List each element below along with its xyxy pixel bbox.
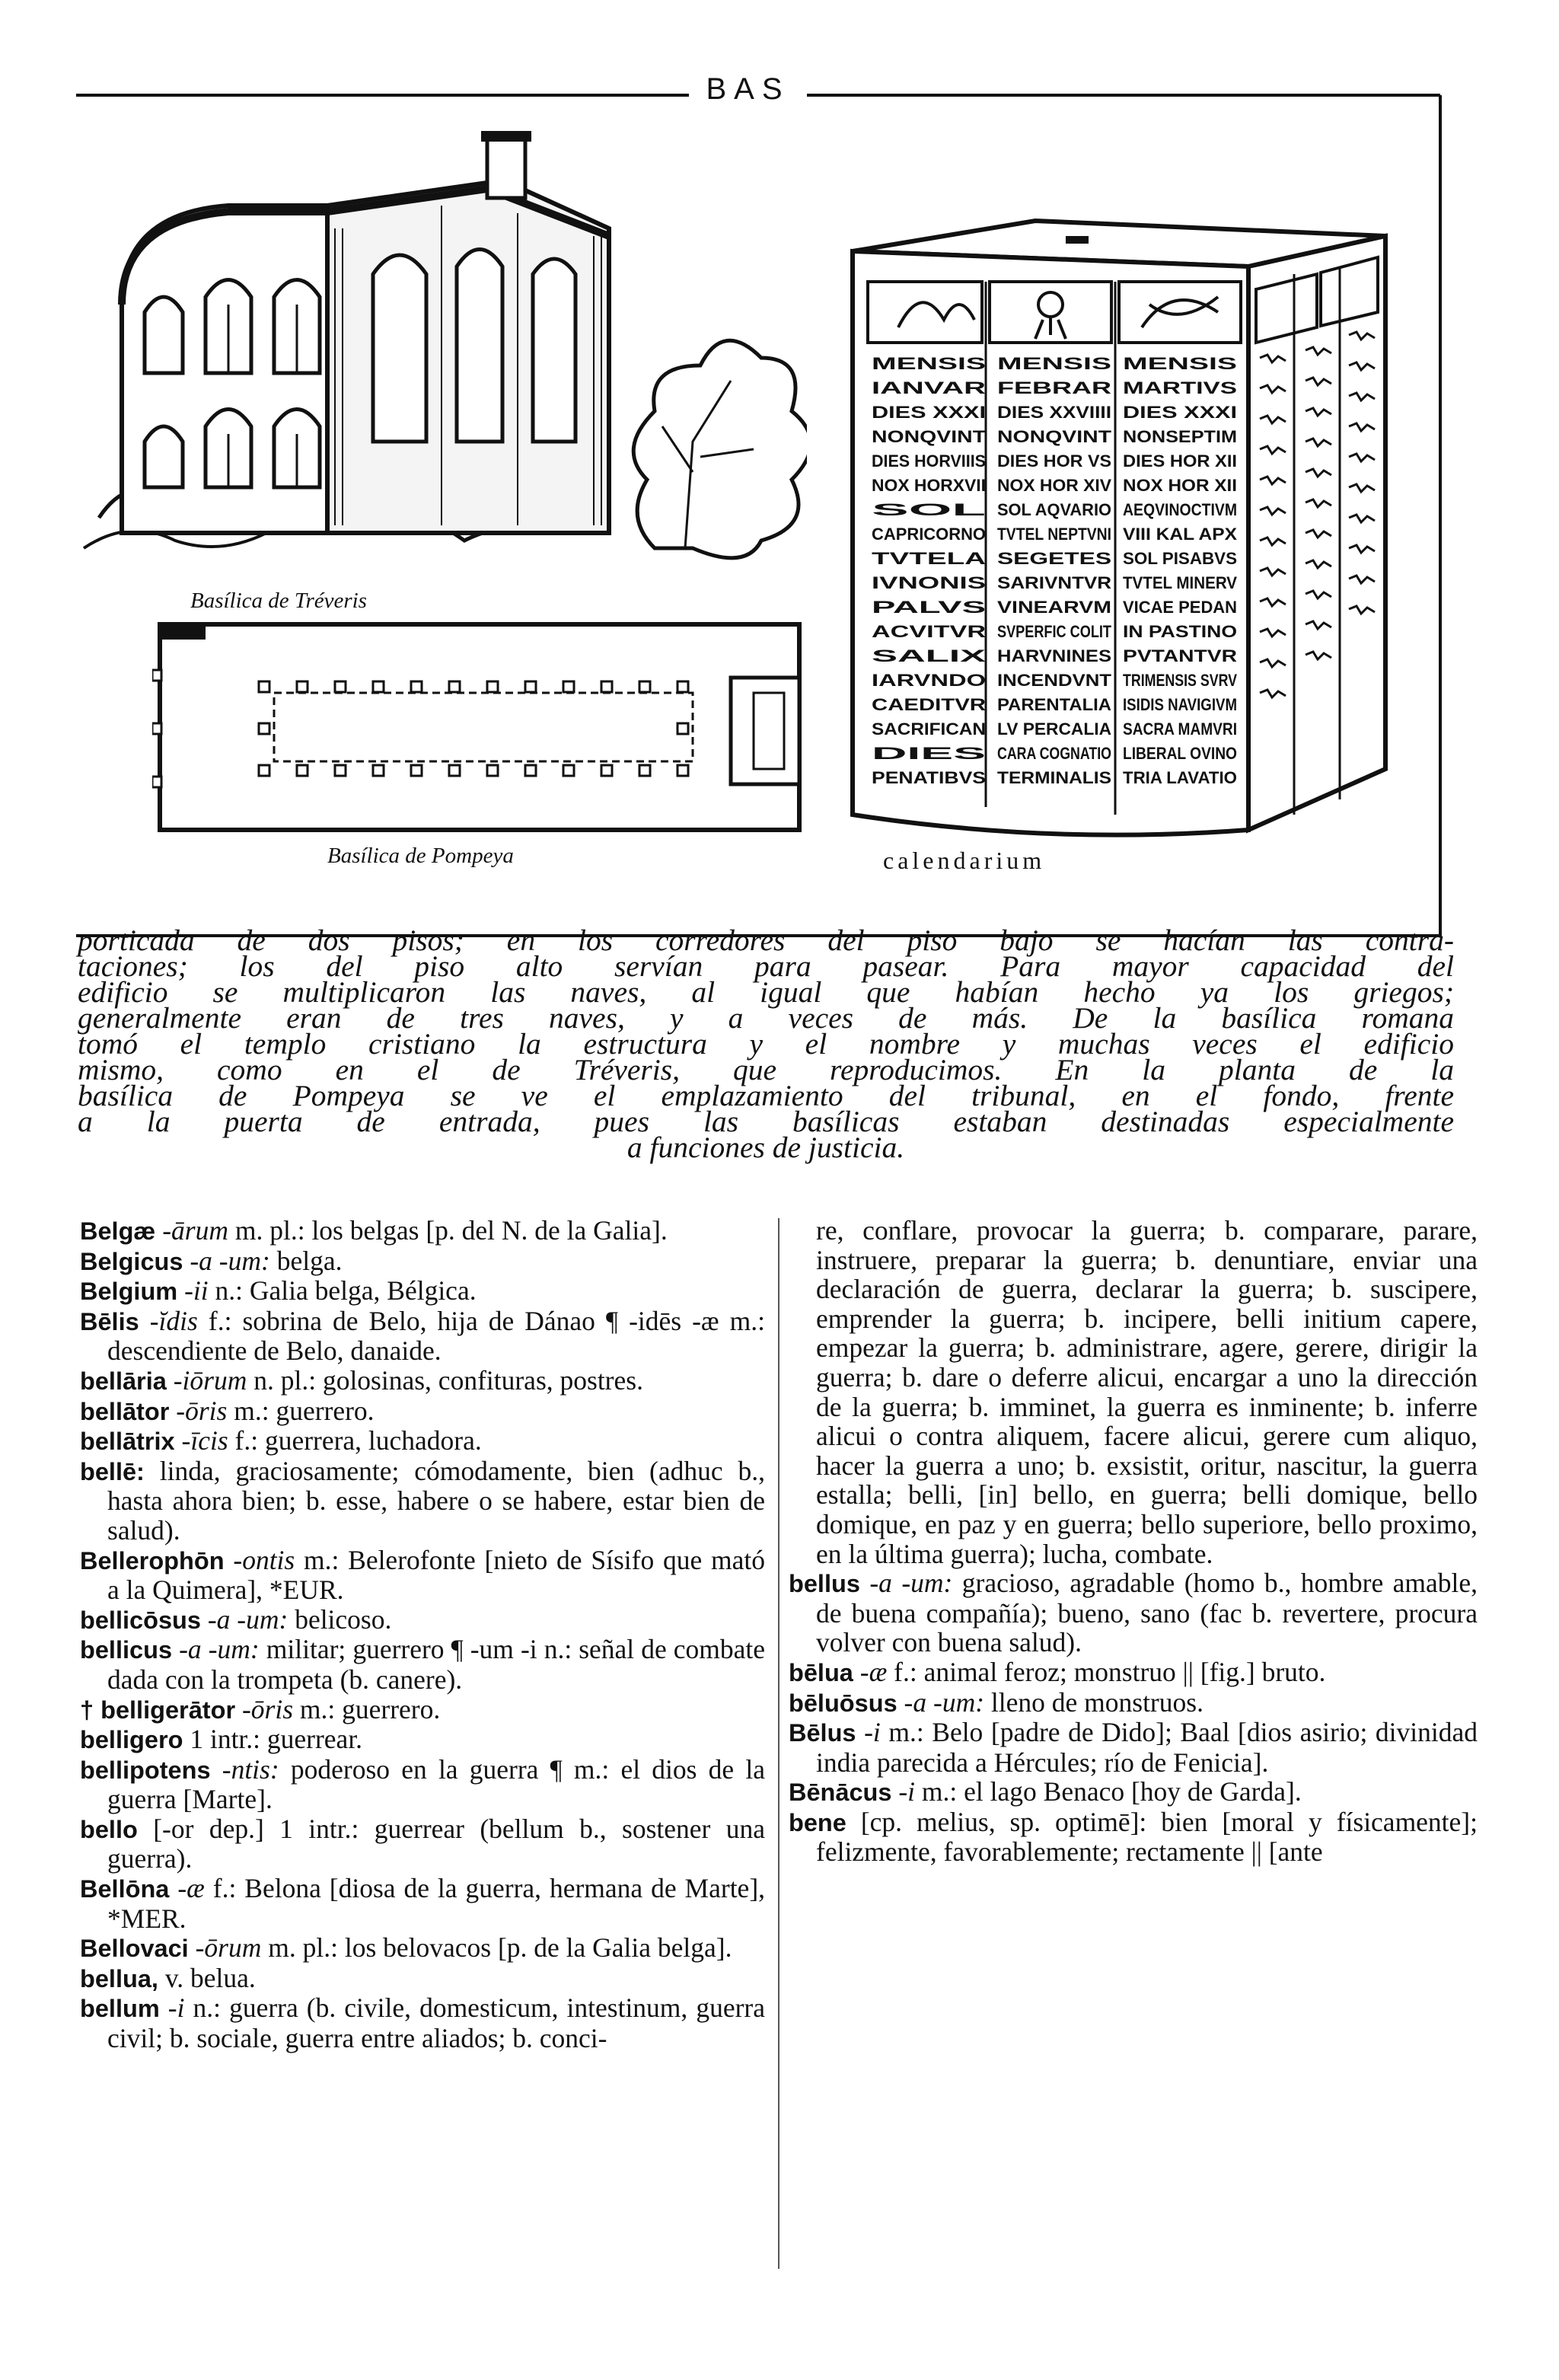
calendar-inscription: NOX HOR XIV — [997, 476, 1112, 495]
dictionary-entry — [789, 1216, 1478, 1568]
dictionary-entry — [789, 1568, 1478, 1657]
entry-definition: poderoso en la guerra ¶ m.: el dios de la guerra [Marte]. — [107, 1753, 765, 1815]
calendar-inscription: MENSIS — [872, 354, 986, 373]
dictionary-entry — [80, 1635, 765, 1694]
entry-grammar: -æ — [853, 1656, 888, 1687]
entry-headword: † belligerātor — [80, 1696, 236, 1724]
dictionary-entry — [80, 1306, 765, 1366]
entry-headword: Belgicus — [80, 1247, 183, 1275]
entry-headword: bellipotens — [80, 1756, 211, 1784]
entry-grammar: -i — [891, 1776, 916, 1807]
entry-headword: bellua, — [80, 1964, 158, 1992]
calendar-inscription: PALVS — [872, 598, 986, 617]
entry-definition: m.: Belo [padre de Dido]; Baal [dios asirio; divinidad india parecida a Hércules; río de Fenicia]. — [816, 1717, 1478, 1778]
calendar-inscription: PENATIBVS — [872, 768, 986, 787]
entry-definition: f.: guerrera, luchadora. — [228, 1425, 482, 1456]
dictionary-entry — [80, 1216, 765, 1246]
calendar-inscription: TVTEL NEPTVNI — [997, 525, 1111, 544]
calendar-inscription: PVTANTVR — [1123, 646, 1238, 665]
calendar-inscription: TRIMENSIS SVRV — [1123, 671, 1238, 690]
calendar-inscription: SACRIFICAN — [872, 719, 986, 739]
dictionary-entry — [789, 1777, 1478, 1807]
entry-headword: Belgium — [80, 1278, 178, 1306]
calendar-inscription: IANVAR — [872, 378, 987, 397]
calendar-inscription: TVTEL MINERV — [1123, 573, 1238, 592]
entry-grammar: -a -um: — [897, 1686, 985, 1718]
calendar-inscription: IVNONIS — [872, 573, 986, 592]
dictionary-entry — [789, 1688, 1478, 1718]
calendar-inscription: SVPERFIC COLIT — [997, 622, 1112, 641]
intro-line: generalmente eran de tres naves, y a veces de más. De la basílica romana — [78, 1001, 1454, 1035]
entry-definition: m.: el lago Benaco [hoy de Garda]. — [915, 1776, 1302, 1807]
calendarium-illustration — [837, 206, 1416, 845]
calendar-inscription: DIES HOR XII — [1123, 451, 1237, 471]
entry-grammar: -īcis — [174, 1425, 228, 1456]
intro-line: tomó el templo cristiano la estructura y el nombre y muchas veces el edificio — [78, 1027, 1454, 1061]
dictionary-entry — [80, 1605, 765, 1635]
entry-definition: belicoso. — [288, 1603, 392, 1635]
entry-headword: bello — [80, 1815, 138, 1843]
entry-headword: Bēnācus — [789, 1779, 892, 1807]
entry-headword: bellum — [80, 1995, 160, 2023]
header-word: BAS — [706, 72, 790, 106]
entry-definition: n. pl.: golosinas, confituras, postres. — [247, 1364, 643, 1396]
dictionary-entry — [80, 1695, 765, 1725]
entry-grammar: -ōris — [169, 1395, 228, 1426]
calendar-inscription: SACRA MAMVRI — [1123, 719, 1237, 739]
calendar-inscription: NOX HORXVII — [872, 476, 986, 495]
dictionary-entry — [80, 1724, 765, 1755]
entry-definition: f.: Belona [diosa de la guerra, hermana de Marte], *MER. — [107, 1873, 766, 1934]
calendar-inscription: DIES XXXI — [1123, 403, 1237, 422]
entry-grammar: -a -um: — [859, 1568, 953, 1599]
entry-headword: bellicōsus — [80, 1606, 201, 1634]
basilica-treveris-illustration — [76, 122, 807, 609]
calendar-inscription: SEGETES — [997, 549, 1111, 568]
calendar-inscription: DIES HOR VS — [997, 451, 1111, 471]
entry-definition: f.: sobrina de Belo, hija de Dánao ¶ -idēs -æ m.: descendiente de Belo, danaide. — [107, 1305, 765, 1367]
entry-headword: Bēlis — [80, 1307, 139, 1335]
entry-grammar: -i — [856, 1717, 881, 1748]
entry-definition: m. pl.: los belovacos [p. de la Galia belga]. — [261, 1932, 732, 1964]
calendar-inscription: NONSEPTIM — [1123, 427, 1237, 446]
calendar-inscription: DIES XXVIIII — [997, 403, 1111, 422]
calendar-inscription: ACVITVR — [872, 622, 987, 641]
dictionary-entry — [789, 1718, 1478, 1777]
calendar-inscription: LV PERCALIA — [997, 719, 1112, 739]
basilica-pompeya-caption: Basílica de Pompeya — [327, 844, 514, 868]
dictionary-entry — [80, 1246, 765, 1277]
entry-headword: belligero — [80, 1726, 183, 1754]
entry-headword: bellātor — [80, 1397, 170, 1425]
entry-grammar: -a -um: — [183, 1245, 270, 1276]
intro-line: a la puerta de entrada, pues las basílicas estaban destinadas especialmente — [78, 1105, 1454, 1138]
calendar-inscription: VIII KAL APX — [1123, 525, 1238, 544]
intro-paragraph — [78, 924, 1454, 1164]
entry-grammar: -iōrum — [166, 1364, 247, 1396]
entry-grammar: -i — [159, 1992, 185, 2024]
entry-headword: Bellōna — [80, 1875, 170, 1903]
calendar-inscription: SALIX — [872, 646, 987, 665]
entry-definition: gracioso, agradable (homo b., hombre amable, de buena compañía); bueno, sano (fac b. revertere, procura volver con buena salud). — [816, 1568, 1478, 1658]
intro-line: taciones; los del piso alto servían para pasear. Para mayor capacidad del — [78, 949, 1454, 983]
left-column — [80, 1216, 765, 2053]
entry-grammar: -ārum — [155, 1215, 228, 1246]
calendar-inscription: NONQVINT — [872, 427, 987, 446]
entry-definition: n.: Galia belga, Bélgica. — [208, 1275, 477, 1306]
dictionary-entry — [80, 1546, 765, 1605]
dictionary-entry — [80, 1426, 765, 1456]
dictionary-entry — [80, 1755, 765, 1814]
entry-headword: bene — [789, 1808, 846, 1836]
entry-headword: Bellerophōn — [80, 1546, 225, 1574]
calendar-inscription: TVTELA — [872, 549, 987, 568]
dictionary-entry — [80, 1933, 765, 1964]
entry-definition: n.: guerra (b. civile, domesticum, intestinum, guerra civil; b. sociale, guerra entre aliados; b. conci- — [107, 1992, 765, 2054]
calendar-inscription: SOL PISABVS — [1123, 549, 1237, 568]
entry-definition: m.: Belerofonte [nieto de Sísifo que mató a la Quimera], *EUR. — [107, 1544, 765, 1606]
entry-definition: m.: guerrero. — [293, 1693, 441, 1724]
dictionary-entry — [789, 1657, 1478, 1688]
entry-grammar: -æ — [169, 1873, 205, 1904]
calendar-inscription: DIES — [872, 744, 986, 763]
intro-line: a funciones de justicia. — [626, 1131, 905, 1164]
calendar-inscription: VINEARVM — [997, 598, 1111, 617]
dictionary-entry — [80, 1874, 765, 1933]
calendar-inscription: TRIA LAVATIO — [1123, 768, 1237, 787]
dictionary-entry — [80, 1456, 765, 1546]
dictionary-entry — [80, 1964, 765, 1994]
entry-grammar: -a -um: — [172, 1634, 260, 1665]
entry-definition: lleno de monstruos. — [984, 1686, 1204, 1718]
dictionary-entry — [80, 1276, 765, 1306]
calendar-inscription: SOL AQVARIO — [997, 500, 1111, 519]
intro-line: basílica de Pompeya se ve el emplazamiento del tribunal, en el fondo, frente — [78, 1079, 1454, 1112]
calendar-inscription: MARTIVS — [1123, 378, 1237, 397]
entry-grammar: -a -um: — [200, 1603, 289, 1635]
right-column — [789, 1216, 1478, 1867]
entry-headword: bellāria — [80, 1367, 167, 1395]
calendar-inscription: IN PASTINO — [1123, 622, 1237, 641]
entry-headword: Bēlus — [789, 1719, 856, 1747]
entry-definition: 1 intr.: guerrear. — [183, 1724, 363, 1755]
entry-definition: m. pl.: los belgas [p. del N. de la Galia]. — [228, 1215, 668, 1246]
intro-line: edificio se multiplicaron las naves, al igual que habían hecho ya los griegos; — [78, 975, 1454, 1009]
entry-definition: f.: animal feroz; monstruo || [fig.] bruto. — [887, 1656, 1326, 1687]
entry-grammar: -ntis: — [210, 1753, 279, 1785]
calendar-inscription: NONQVINT — [997, 427, 1112, 446]
calendar-inscription: CARA COGNATIO — [997, 744, 1111, 763]
entry-headword: bellus — [789, 1570, 860, 1598]
calendar-inscription: PARENTALIA — [997, 695, 1112, 714]
calendar-inscription: SARIVNTVR — [997, 573, 1112, 592]
column-divider — [778, 1218, 780, 2269]
entry-definition: [-or dep.] 1 intr.: guerrear (bellum b., sostener una guerra). — [107, 1813, 765, 1874]
calendar-inscription: DIES HORVIIIS — [872, 451, 986, 471]
calendar-inscription: AEQVINOCTIVM — [1123, 500, 1237, 519]
entry-headword: Bellovaci — [80, 1935, 189, 1963]
dictionary-entry — [80, 1814, 765, 1874]
intro-line: mismo, como en el de Tréveris, que reproducimos. En la planta de la — [78, 1053, 1454, 1086]
entry-grammar: -ōrum — [188, 1932, 262, 1964]
entry-definition: belga. — [269, 1245, 343, 1276]
entry-grammar: -ōris — [235, 1693, 294, 1724]
calendarium-caption: calendarium — [883, 847, 1046, 874]
calendar-inscription: HARVNINES — [997, 646, 1111, 665]
entry-grammar: -ĭdis — [139, 1305, 198, 1336]
calendar-inscription: NOX HOR XII — [1123, 476, 1237, 495]
calendar-inscription: ISIDIS NAVIGIVM — [1123, 695, 1237, 714]
calendar-inscription: CAPRICORNO — [872, 525, 986, 544]
calendar-inscription: MENSIS — [997, 354, 1111, 373]
entry-grammar: -ii — [177, 1275, 209, 1306]
calendar-inscription: CAEDITVR — [872, 695, 987, 714]
calendar-inscription: TERMINALIS — [997, 768, 1111, 787]
entry-headword: bēluōsus — [789, 1689, 897, 1717]
entry-definition: v. belua. — [158, 1962, 256, 1993]
entry-definition: re, conflare, provocar la guerra; b. comparare, parare, instruere, preparar la guerra; b. denuntiare, enviar una declaración de guerra, declarar la guerra; b. suscipere, emprender la guerra; b. incipere, belli initium capere, empezar la guerra; b. administrare, agere, gerere, dirigir la guerra; b. dare o deferre alicui, encargar a uno la dirección de la guerra; b. imminet, la guerra es inminente; b. inferre alicui o contra aliquem, facere alicui, gerere cum aliquo, hacer la guerra a uno; b. exsistit, oritur, nascitur, la guerra estalla; belli, [in] bello, en guerra; belli domique, bello domique, en paz y en guerra; bello superiore, bello proximo, en la última guerra); lucha, combate. — [816, 1215, 1478, 1569]
entry-grammar: -ontis — [224, 1544, 295, 1575]
calendar-inscription: LIBERAL OVINO — [1123, 744, 1237, 763]
calendar-inscription: MENSIS — [1123, 354, 1237, 373]
entry-headword: bellē: — [80, 1457, 145, 1485]
calendar-inscription: DIES XXXI — [872, 403, 986, 422]
dictionary-entry — [789, 1807, 1478, 1867]
entry-headword: Belgæ — [80, 1217, 156, 1245]
calendar-inscription: IARVNDO — [872, 671, 986, 690]
entry-definition: m.: guerrero. — [227, 1395, 375, 1426]
basilica-treveris-caption: Basílica de Tréveris — [190, 589, 367, 613]
entry-definition: [cp. melius, sp. optimē]: bien [moral y físicamente]; felizmente, favorablemente; rectamente || [ante — [816, 1806, 1478, 1868]
calendar-inscription: FEBRAR — [997, 378, 1112, 397]
entry-definition: linda, graciosamente; cómodamente, bien (adhuc b., hasta ahora bien; b. esse, habere o se habere, estar bien de salud). — [107, 1455, 765, 1546]
dictionary-entry — [80, 1993, 765, 2053]
entry-headword: bellicus — [80, 1636, 173, 1664]
calendar-inscription: INCENDVNT — [997, 671, 1112, 690]
intro-line: porticada de dos pisos; en los corredores del piso bajo se hacían las contra- — [78, 924, 1454, 957]
calendar-inscription: SOL — [872, 500, 986, 519]
entry-definition: militar; guerrero ¶ -um -i n.: señal de combate dada con la trompeta (b. canere). — [107, 1634, 766, 1695]
basilica-pompeya-plan — [152, 617, 807, 837]
dictionary-entry — [80, 1366, 765, 1396]
entry-headword: bēlua — [789, 1658, 853, 1686]
calendar-inscription: VICAE PEDAN — [1123, 598, 1237, 617]
dictionary-entry — [80, 1396, 765, 1427]
entry-headword: bellātrix — [80, 1428, 175, 1456]
